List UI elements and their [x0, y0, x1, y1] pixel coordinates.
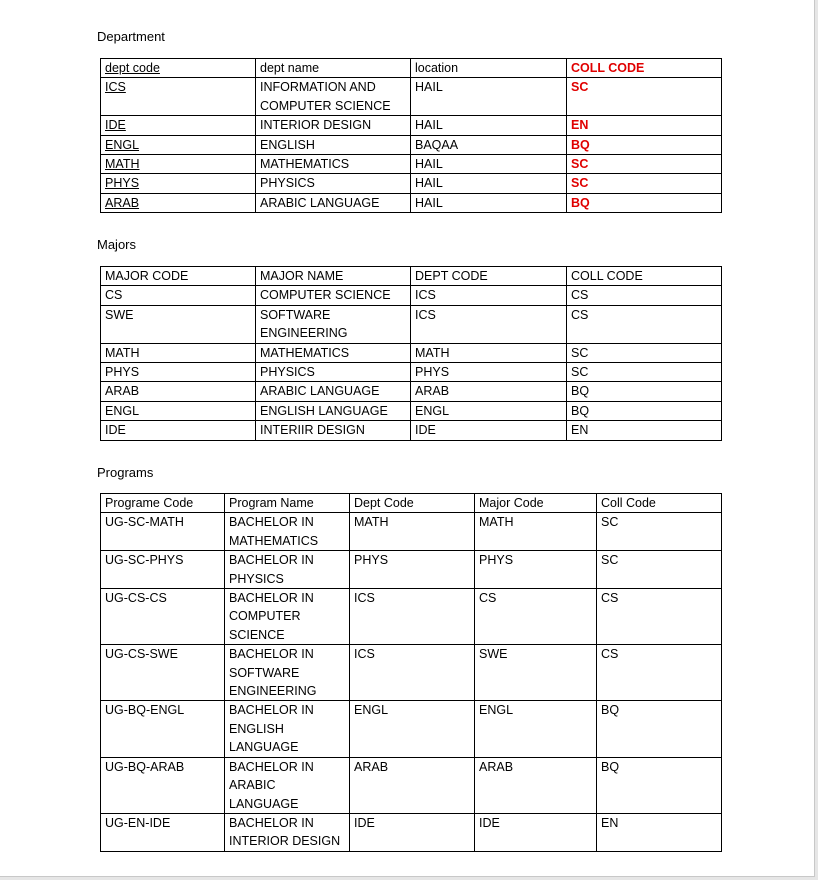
dept-code-cell: PHYS: [411, 363, 567, 382]
major-code-cell: IDE: [475, 813, 597, 851]
coll-code-cell: SC: [567, 155, 722, 174]
dept-code-cell: ICS: [350, 589, 475, 645]
dept-code-cell: MATH: [101, 155, 256, 174]
program-name-cell: BACHELOR IN INTERIOR DESIGN: [225, 813, 350, 851]
program-name-cell: BACHELOR IN PHYSICS: [225, 551, 350, 589]
table-row: [101, 116, 722, 135]
table-row: [101, 135, 722, 154]
dept-name-cell: ENGLISH: [256, 135, 411, 154]
majors-title: Majors: [97, 237, 137, 252]
program-code-cell: UG-BQ-ENGL: [101, 701, 225, 757]
header-cell: Major Code: [475, 494, 597, 513]
dept-code-cell: IDE: [411, 421, 567, 440]
header-cell: Program Name: [225, 494, 350, 513]
header-cell: dept code: [101, 59, 256, 78]
dept-code-cell: MATH: [350, 513, 475, 551]
table-header-row: [101, 59, 722, 78]
table-row: [101, 363, 722, 382]
location-cell: HAIL: [411, 116, 567, 135]
major-name-cell: INTERIIR DESIGN: [256, 421, 411, 440]
location-cell: HAIL: [411, 155, 567, 174]
major-code-cell: SWE: [101, 305, 256, 343]
dept-code-cell: ARAB: [101, 193, 256, 212]
dept-code-cell: ENGL: [411, 401, 567, 420]
coll-code-cell: BQ: [597, 701, 722, 757]
header-cell: dept name: [256, 59, 411, 78]
coll-code-cell: CS: [597, 589, 722, 645]
dept-code-cell: ICS: [411, 305, 567, 343]
major-name-cell: ARABIC LANGUAGE: [256, 382, 411, 401]
location-cell: HAIL: [411, 174, 567, 193]
major-code-cell: ARAB: [101, 382, 256, 401]
table-row: [101, 305, 722, 343]
coll-code-cell: SC: [567, 343, 722, 362]
header-cell: Dept Code: [350, 494, 475, 513]
table-row: [101, 155, 722, 174]
dept-name-cell: INFORMATION AND COMPUTER SCIENCE: [256, 78, 411, 116]
majors-table: [100, 266, 722, 441]
dept-code-cell: ICS: [350, 645, 475, 701]
table-header-row: [101, 494, 722, 513]
major-name-cell: COMPUTER SCIENCE: [256, 286, 411, 305]
program-code-cell: UG-SC-PHYS: [101, 551, 225, 589]
dept-code-cell: ARAB: [350, 757, 475, 813]
header-cell: COLL CODE: [567, 267, 722, 286]
table-row: [101, 701, 722, 757]
major-name-cell: ENGLISH LANGUAGE: [256, 401, 411, 420]
department-title: Department: [97, 29, 165, 44]
coll-code-cell: BQ: [567, 135, 722, 154]
coll-code-cell: SC: [567, 363, 722, 382]
table-row: [101, 813, 722, 851]
table-row: [101, 551, 722, 589]
major-name-cell: SOFTWARE ENGINEERING: [256, 305, 411, 343]
programs-table: [100, 493, 722, 852]
department-table: [100, 58, 722, 213]
major-code-cell: CS: [101, 286, 256, 305]
dept-code-cell: ARAB: [411, 382, 567, 401]
table-row: [101, 401, 722, 420]
table-row: [101, 589, 722, 645]
program-code-cell: UG-BQ-ARAB: [101, 757, 225, 813]
major-code-cell: SWE: [475, 645, 597, 701]
coll-code-cell: SC: [567, 174, 722, 193]
major-code-cell: PHYS: [475, 551, 597, 589]
dept-code-cell: IDE: [101, 116, 256, 135]
program-name-cell: BACHELOR IN COMPUTER SCIENCE: [225, 589, 350, 645]
program-code-cell: UG-CS-SWE: [101, 645, 225, 701]
major-code-cell: MATH: [475, 513, 597, 551]
table-row: [101, 757, 722, 813]
table-row: [101, 193, 722, 212]
coll-code-cell: CS: [567, 286, 722, 305]
coll-code-cell: SC: [597, 551, 722, 589]
table-row: [101, 421, 722, 440]
program-name-cell: BACHELOR IN ENGLISH LANGUAGE: [225, 701, 350, 757]
dept-code-cell: PHYS: [101, 174, 256, 193]
program-name-cell: BACHELOR IN ARABIC LANGUAGE: [225, 757, 350, 813]
coll-code-cell: BQ: [567, 382, 722, 401]
dept-name-cell: ARABIC LANGUAGE: [256, 193, 411, 212]
header-cell: COLL CODE: [567, 59, 722, 78]
table-header-row: [101, 267, 722, 286]
coll-code-cell: SC: [597, 513, 722, 551]
dept-name-cell: INTERIOR DESIGN: [256, 116, 411, 135]
header-cell: location: [411, 59, 567, 78]
dept-code-cell: ENGL: [101, 135, 256, 154]
location-cell: HAIL: [411, 78, 567, 116]
coll-code-cell: CS: [597, 645, 722, 701]
location-cell: HAIL: [411, 193, 567, 212]
dept-code-cell: ENGL: [350, 701, 475, 757]
location-cell: BAQAA: [411, 135, 567, 154]
coll-code-cell: CS: [567, 305, 722, 343]
coll-code-cell: EN: [567, 116, 722, 135]
header-cell: DEPT CODE: [411, 267, 567, 286]
program-name-cell: BACHELOR IN SOFTWARE ENGINEERING: [225, 645, 350, 701]
major-code-cell: ENGL: [475, 701, 597, 757]
table-row: [101, 174, 722, 193]
major-code-cell: CS: [475, 589, 597, 645]
coll-code-cell: BQ: [567, 401, 722, 420]
dept-name-cell: MATHEMATICS: [256, 155, 411, 174]
coll-code-cell: EN: [567, 421, 722, 440]
header-cell: Coll Code: [597, 494, 722, 513]
dept-code-cell: MATH: [411, 343, 567, 362]
major-name-cell: MATHEMATICS: [256, 343, 411, 362]
program-name-cell: BACHELOR IN MATHEMATICS: [225, 513, 350, 551]
major-code-cell: ARAB: [475, 757, 597, 813]
dept-code-cell: PHYS: [350, 551, 475, 589]
table-row: [101, 286, 722, 305]
coll-code-cell: SC: [567, 78, 722, 116]
programs-title: Programs: [97, 465, 154, 480]
program-code-cell: UG-CS-CS: [101, 589, 225, 645]
program-code-cell: UG-EN-IDE: [101, 813, 225, 851]
table-row: [101, 645, 722, 701]
major-name-cell: PHYSICS: [256, 363, 411, 382]
major-code-cell: IDE: [101, 421, 256, 440]
dept-code-cell: ICS: [101, 78, 256, 116]
coll-code-cell: BQ: [597, 757, 722, 813]
coll-code-cell: BQ: [567, 193, 722, 212]
table-row: [101, 513, 722, 551]
major-code-cell: MATH: [101, 343, 256, 362]
coll-code-cell: EN: [597, 813, 722, 851]
dept-code-cell: ICS: [411, 286, 567, 305]
table-row: [101, 343, 722, 362]
header-cell: MAJOR CODE: [101, 267, 256, 286]
major-code-cell: ENGL: [101, 401, 256, 420]
dept-name-cell: PHYSICS: [256, 174, 411, 193]
dept-code-cell: IDE: [350, 813, 475, 851]
header-cell: MAJOR NAME: [256, 267, 411, 286]
major-code-cell: PHYS: [101, 363, 256, 382]
table-row: [101, 382, 722, 401]
program-code-cell: UG-SC-MATH: [101, 513, 225, 551]
table-row: [101, 78, 722, 116]
header-cell: Programe Code: [101, 494, 225, 513]
